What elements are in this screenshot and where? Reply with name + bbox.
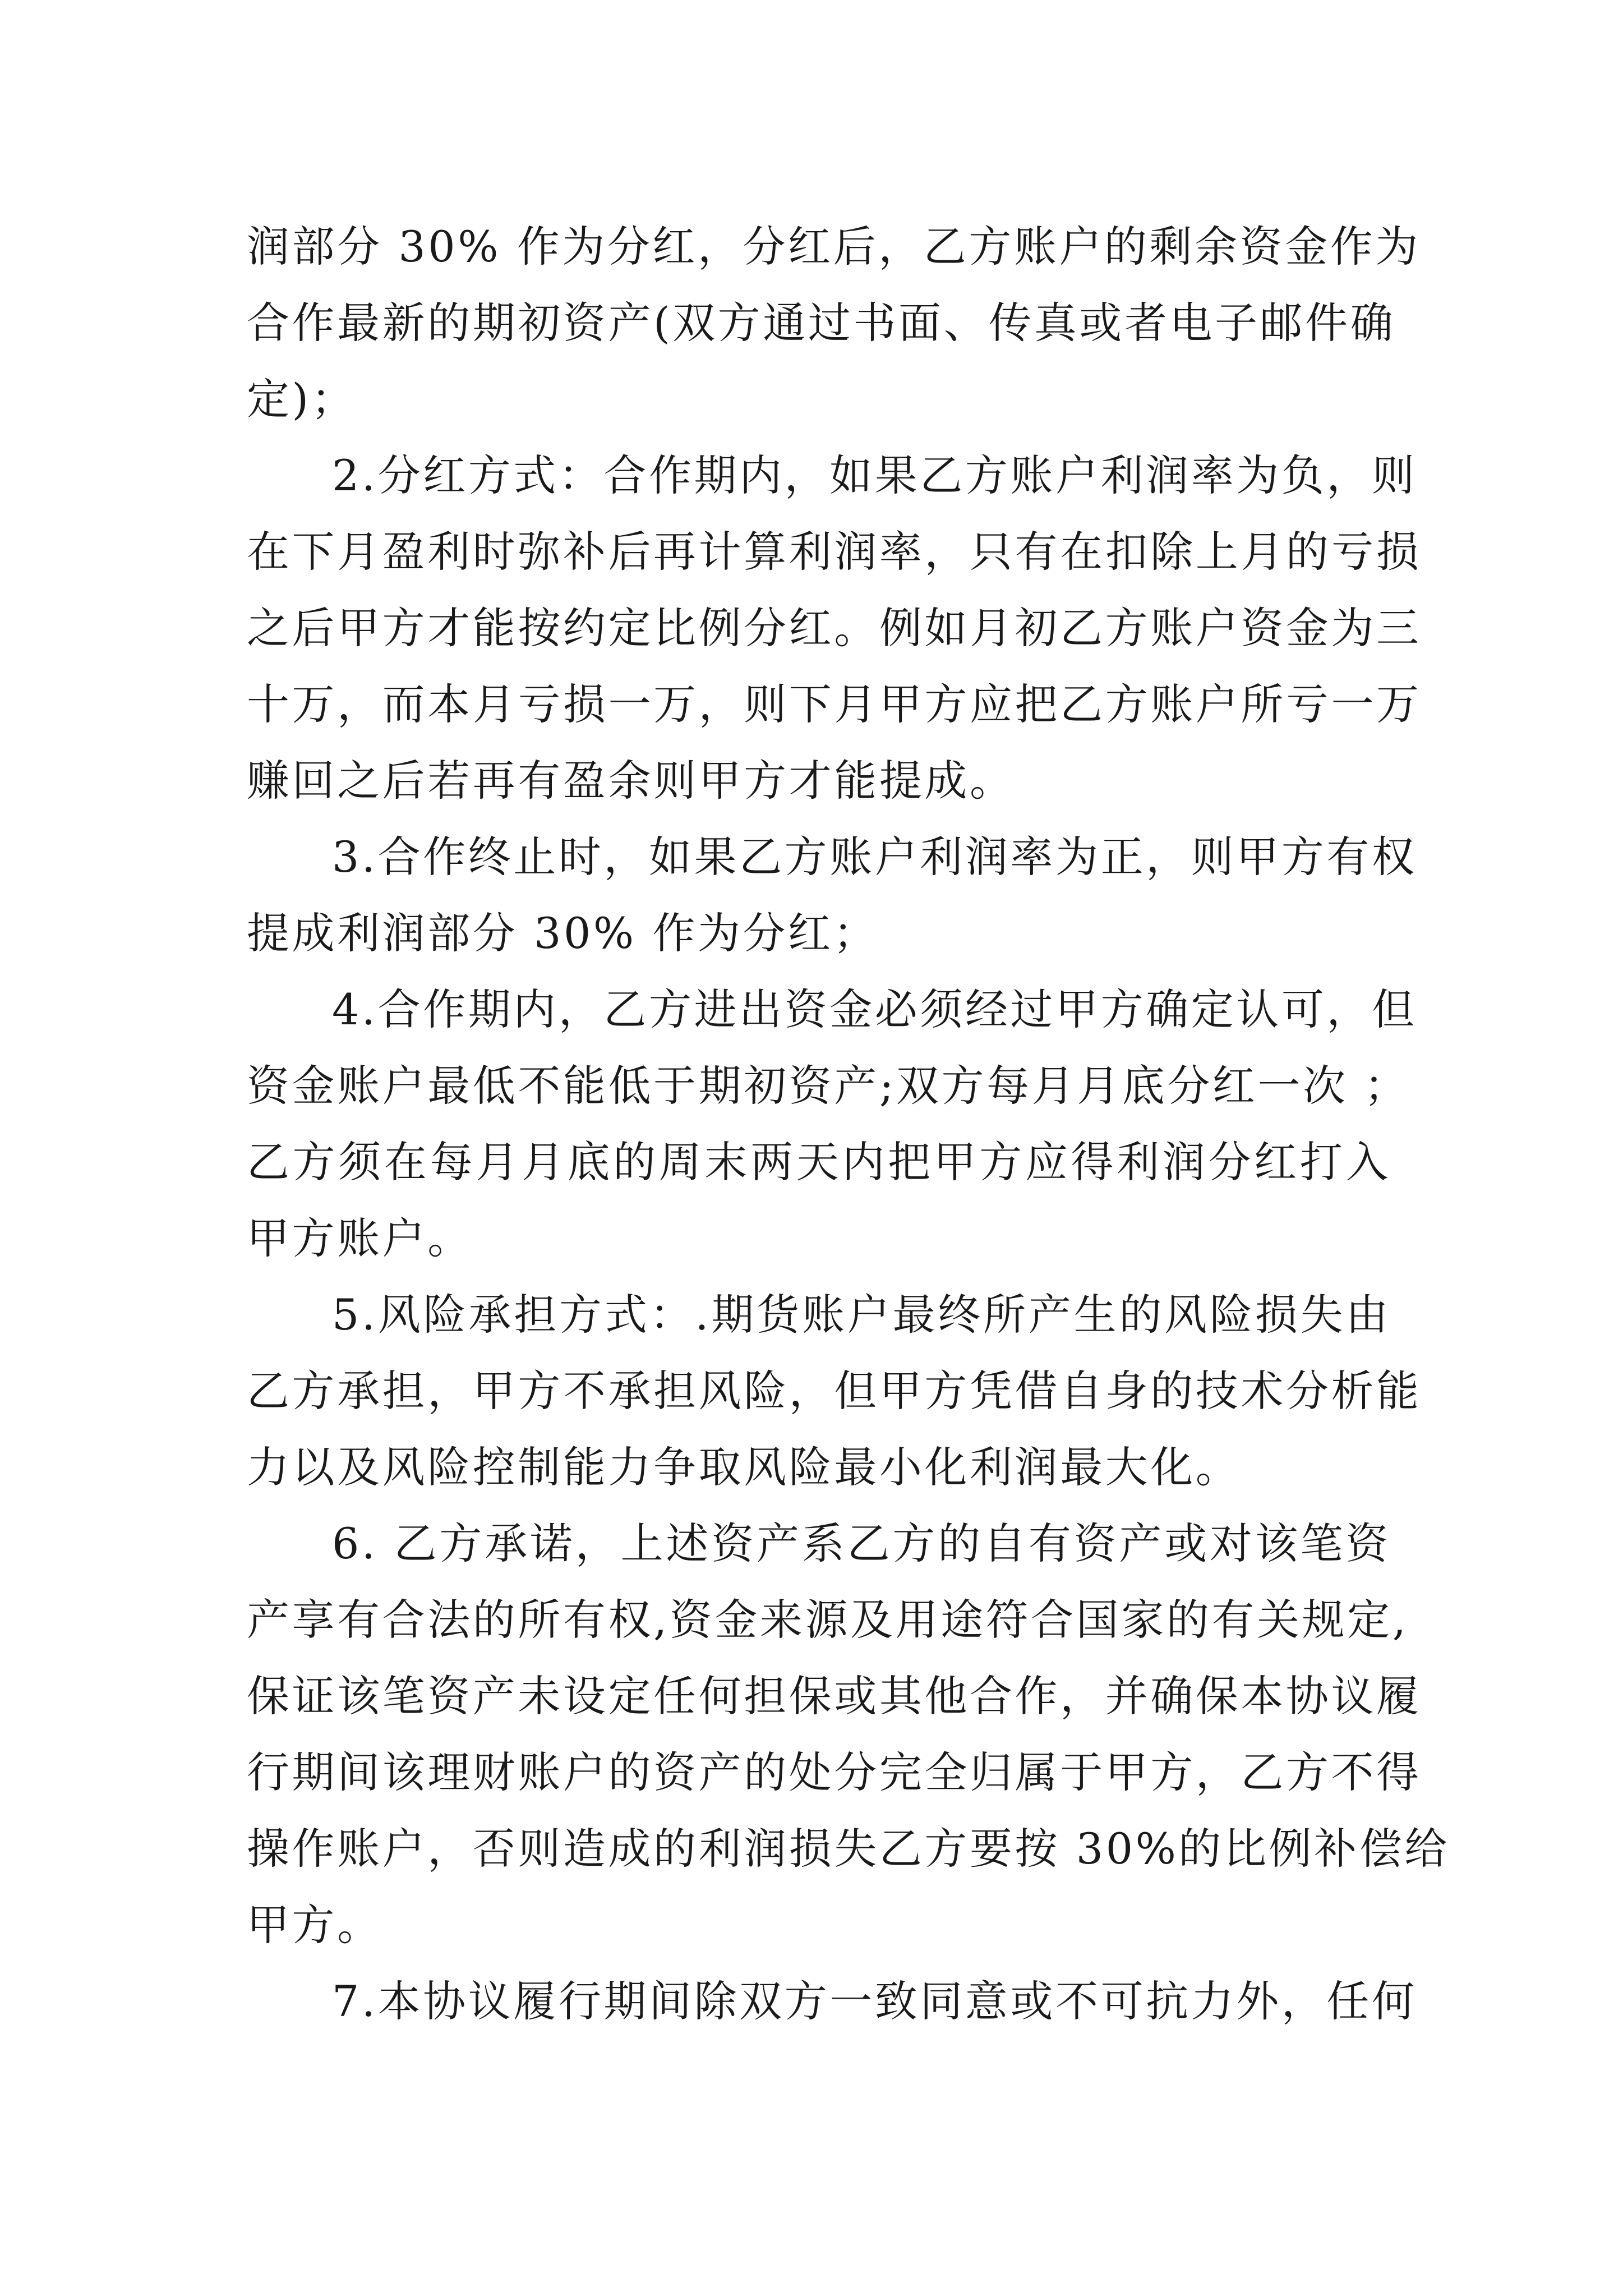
text-line: 产享有合法的所有权,资金来源及用途符合国家的有关规定, — [247, 1595, 1409, 1645]
text-line: 润部分 30% 作为分红，分红后，乙方账户的剩余资金作为 — [247, 222, 1421, 272]
text-line: 甲方。 — [247, 1900, 382, 1950]
text-line: 操作账户，否则造成的利润损失乙方要按 30%的比例补偿给 — [247, 1824, 1450, 1874]
text-line: 6. 乙方承诺，上述资产系乙方的自有资产或对该笔资 — [332, 1519, 1391, 1568]
document-body — [247, 209, 1450, 2040]
text-line: 定)； — [247, 374, 357, 424]
text-line: 提成利润部分 30% 作为分红； — [247, 908, 879, 958]
paragraph-termination-dividend — [247, 819, 1417, 972]
paragraph-dividend-method — [247, 438, 1422, 819]
text-line: 十万，而本月亏损一万，则下月甲方应把乙方账户所亏一万 — [247, 679, 1422, 729]
text-line: 赚回之后若再有盈余则甲方才能提成。 — [247, 756, 1015, 806]
text-line: 甲方账户。 — [247, 1213, 473, 1263]
text-line: 3.合作终止时，如果乙方账户利润率为正，则甲方有权 — [332, 832, 1417, 882]
paragraph-profit-share-continued — [247, 209, 1421, 438]
text-line: 资金账户最低不能低于期初资产;双方每月月底分红一次 ； — [247, 1061, 1409, 1111]
paragraph-fund-movement — [247, 972, 1417, 1277]
text-line: 合作最新的期初资产(双方通过书面、传真或者电子邮件确 — [247, 298, 1396, 348]
paragraph-agreement-performance — [247, 1963, 1417, 2040]
text-line: 在下月盈利时弥补后再计算利润率，只有在扣除上月的亏损 — [247, 527, 1422, 577]
text-line: 保证该笔资产未设定任何担保或其他合作，并确保本协议履 — [247, 1671, 1422, 1721]
text-line: 乙方须在每月月底的周末两天内把甲方应得利润分红打入 — [247, 1137, 1391, 1187]
text-line: 7.本协议履行期间除双方一致同意或不可抗力外，任何 — [332, 1976, 1417, 2026]
text-line: 2.分红方式：合作期内，如果乙方账户利润率为负，则 — [332, 450, 1417, 500]
text-line: 4.合作期内，乙方进出资金必须经过甲方确定认可，但 — [332, 984, 1417, 1034]
text-line: 5.风险承担方式：.期货账户最终所产生的风险损失由 — [332, 1290, 1391, 1340]
text-line: 行期间该理财账户的资产的处分完全归属于甲方，乙方不得 — [247, 1747, 1422, 1797]
text-line: 乙方承担，甲方不承担风险，但甲方凭借自身的技术分析能 — [247, 1366, 1422, 1416]
text-line: 之后甲方才能按约定比例分红。例如月初乙方账户资金为三 — [247, 603, 1422, 653]
paragraph-risk-bearing — [247, 1277, 1422, 1506]
paragraph-party-b-commitment — [247, 1506, 1450, 1963]
text-line: 力以及风险控制能力争取风险最小化利润最大化。 — [247, 1442, 1241, 1492]
